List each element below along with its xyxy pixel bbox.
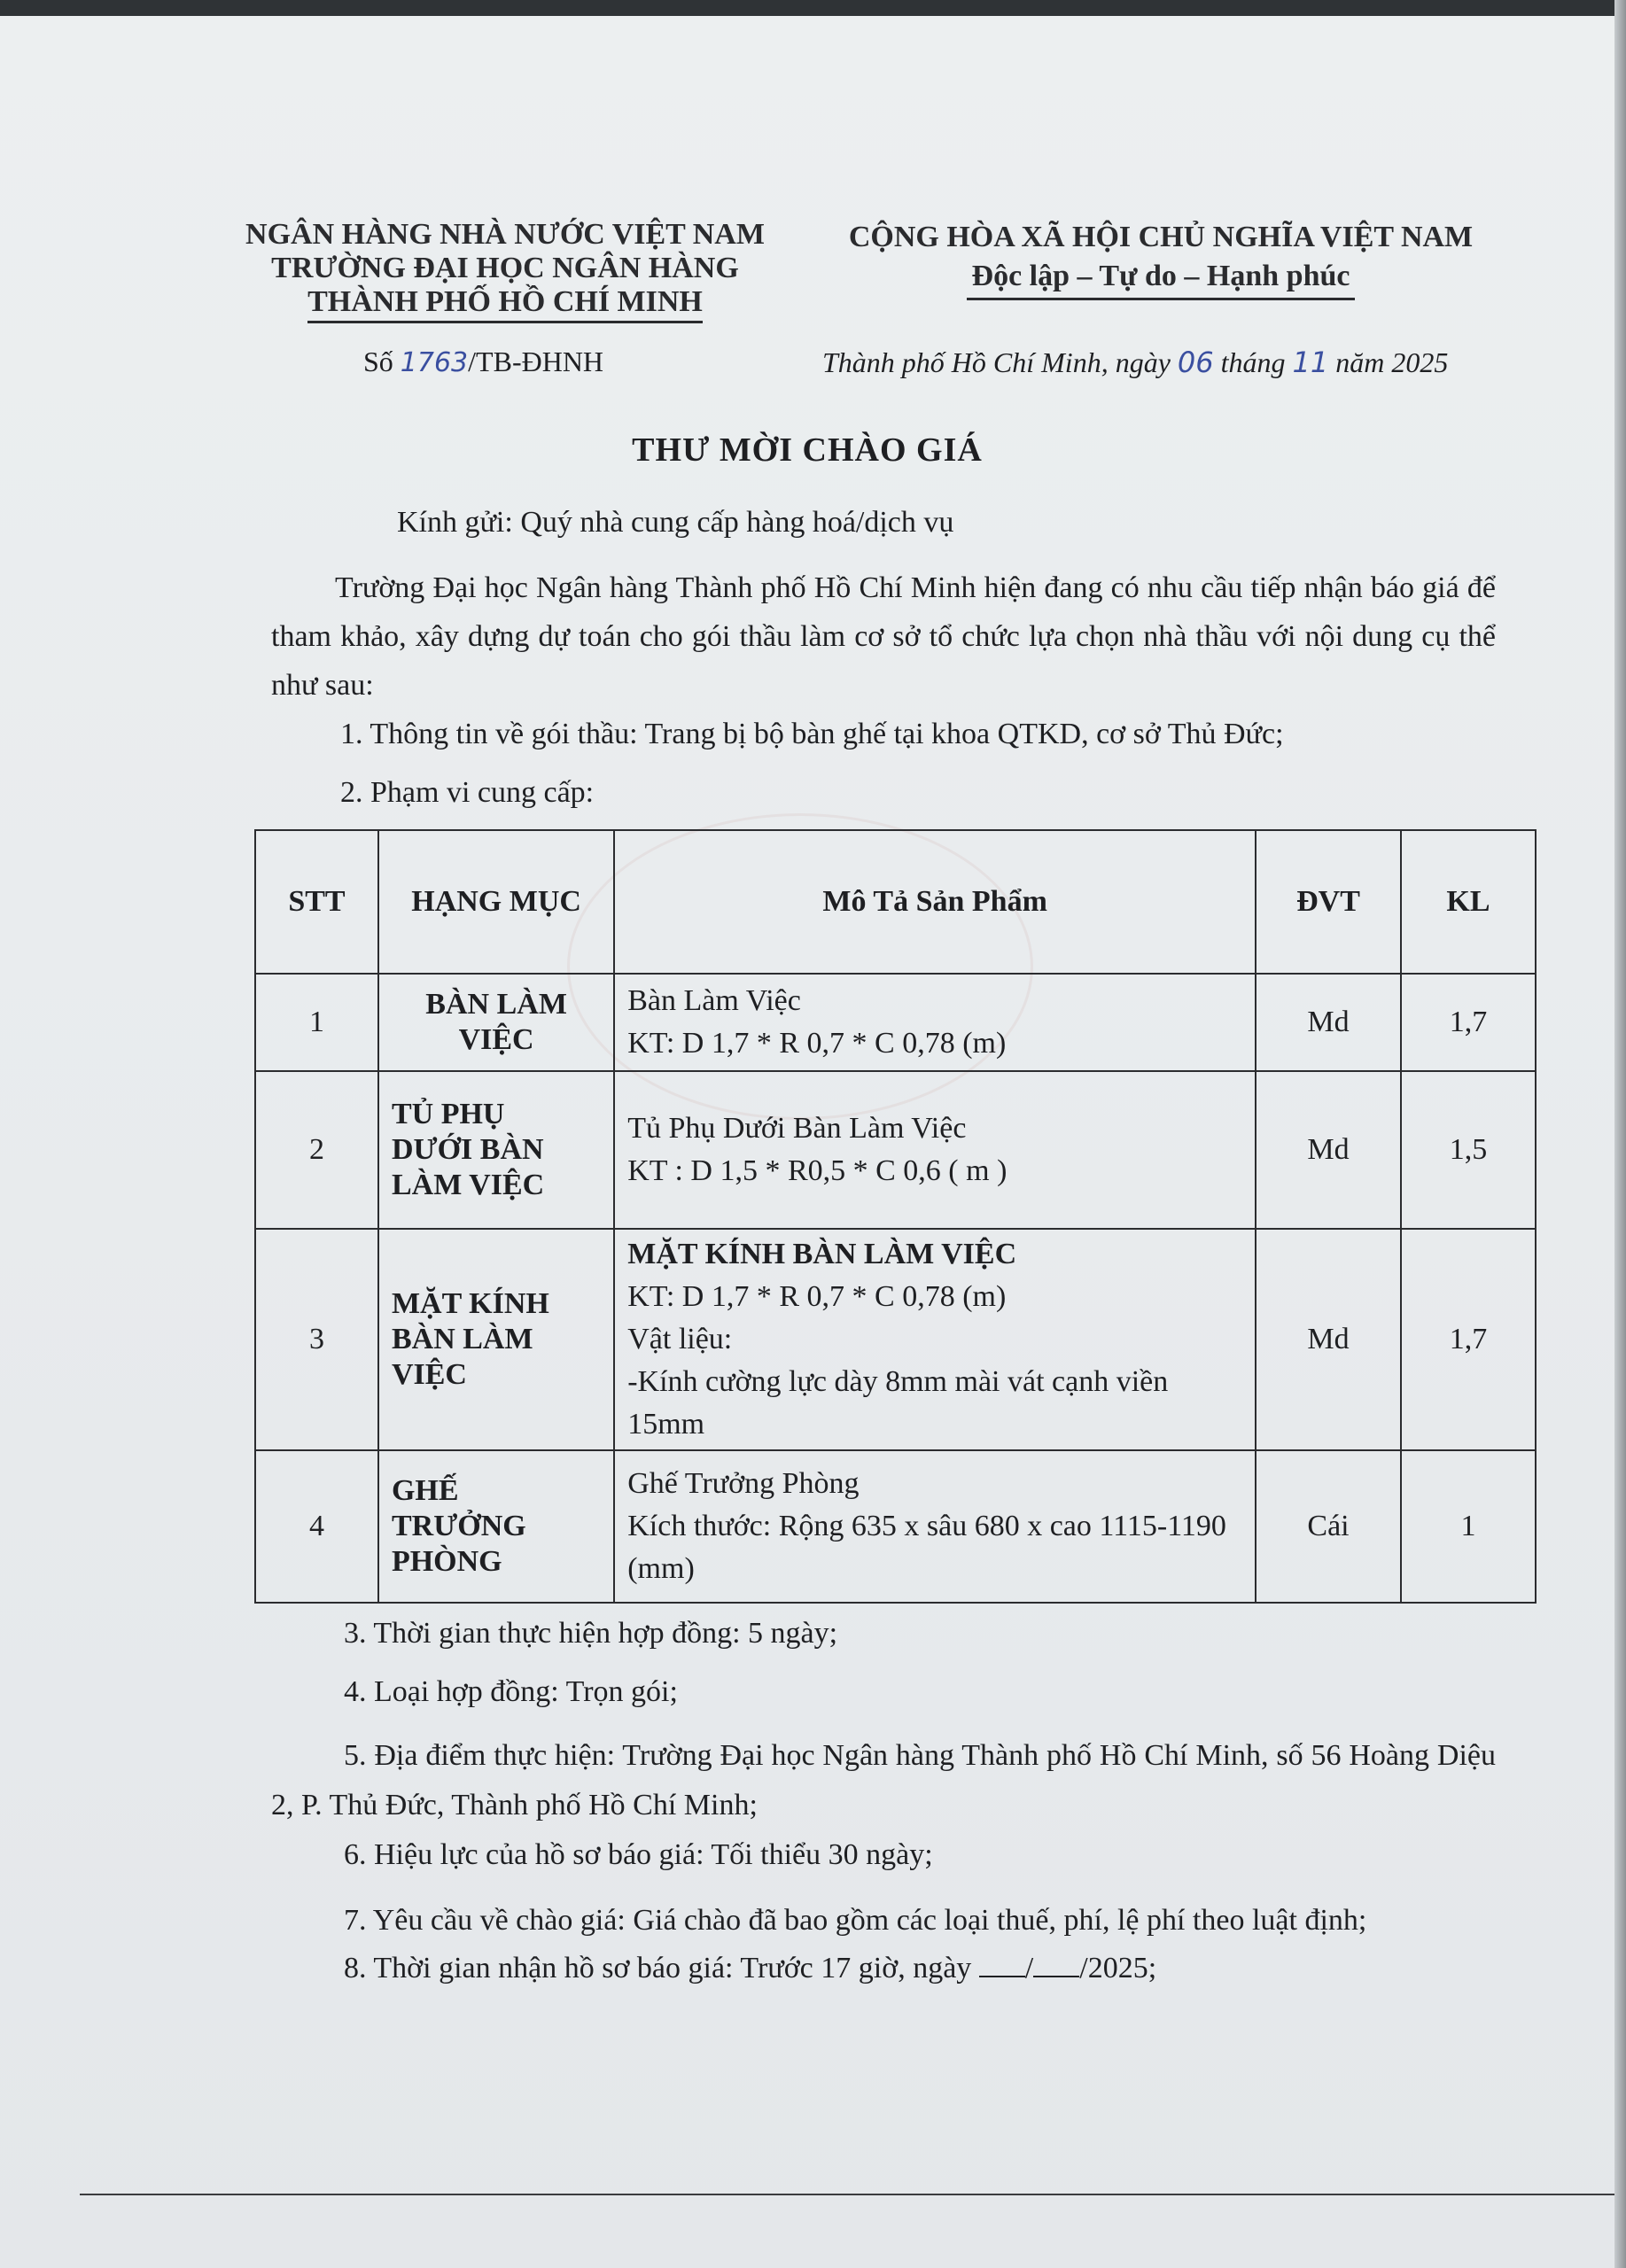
hang-muc-line: BÀN LÀM	[391, 1323, 533, 1355]
hang-muc-line: TỦ PHỤ	[391, 1098, 505, 1130]
doc-number-suffix: /TB-ĐHNH	[468, 346, 604, 377]
recipient-line: Kính gửi: Quý nhà cung cấp hàng hoá/dịch vụ	[397, 506, 954, 539]
mo-ta-line: KT : D 1,5 * R0,5 * C 0,6 ( m )	[627, 1154, 1007, 1187]
hang-muc-line: VIỆC	[458, 1023, 534, 1056]
cell-kl: 1,5	[1401, 1071, 1536, 1229]
mo-ta-line: Vật liệu:	[627, 1323, 733, 1355]
item-5-location: 5. Địa điểm thực hiện: Trường Đại học Ngân hàng Thành phố Hồ Chí Minh, số 56 Hoàng Diệu 2, P. Thủ Đức, Thành phố Hồ Chí Minh;	[271, 1739, 1496, 1821]
cell-hang-muc	[378, 974, 614, 1071]
header-hang-muc: HẠNG MỤC	[378, 830, 614, 974]
cell-kl: 1	[1401, 1450, 1536, 1603]
footer-divider	[80, 2194, 1614, 2195]
header-kl: KL	[1401, 830, 1536, 974]
table-row	[255, 1229, 1536, 1450]
table-header-row	[255, 830, 1536, 974]
deadline-year: /2025;	[1079, 1952, 1157, 1984]
item-8-deadline	[344, 1946, 1156, 1992]
cell-stt: 3	[255, 1229, 378, 1450]
scope-table	[254, 829, 1537, 1604]
mo-ta-line: Bàn Làm Việc	[627, 984, 801, 1017]
cell-hang-muc	[378, 1450, 614, 1603]
table-row	[255, 974, 1536, 1071]
cell-kl: 1,7	[1401, 974, 1536, 1071]
cell-stt: 4	[255, 1450, 378, 1603]
item-7-price-requirement: 7. Yêu cầu về chào giá: Giá chào đã bao gồm các loại thuế, phí, lệ phí theo luật định;	[344, 1904, 1367, 1937]
cell-mo-ta	[614, 1071, 1256, 1229]
hang-muc-line: DƯỚI BÀN	[391, 1133, 544, 1166]
cell-dvt: Cái	[1256, 1450, 1401, 1603]
document-page	[0, 16, 1614, 2268]
mo-ta-line: Ghế Trưởng Phòng	[627, 1467, 860, 1500]
item-4-contract-type: 4. Loại hợp đồng: Trọn gói;	[344, 1675, 678, 1708]
cell-stt: 1	[255, 974, 378, 1071]
header-mo-ta: Mô Tả Sản Phẩm	[614, 830, 1256, 974]
hang-muc-line: MẶT KÍNH	[391, 1287, 549, 1320]
national-title: CỘNG HÒA XÃ HỘI CHỦ NGHĨA VIỆT NAM	[848, 221, 1474, 253]
issuer-header	[204, 218, 806, 323]
deadline-text: 8. Thời gian nhận hồ sơ báo giá: Trước 17 giờ, ngày	[344, 1952, 979, 1984]
header-stt: STT	[255, 830, 378, 974]
issuer-line-3: THÀNH PHỐ HỒ CHÍ MINH	[307, 285, 703, 323]
doc-number-handwritten: 1763	[400, 347, 469, 378]
cell-stt: 2	[255, 1071, 378, 1229]
document-number	[363, 346, 603, 378]
date-part-1: Thành phố Hồ Chí Minh, ngày	[822, 346, 1178, 378]
hang-muc-line: GHẾ	[391, 1474, 459, 1507]
cell-dvt: Md	[1256, 974, 1401, 1071]
hang-muc-line: VIỆC	[391, 1358, 467, 1391]
national-header	[824, 218, 1498, 300]
mo-ta-line: KT: D 1,7 * R 0,7 * C 0,78 (m)	[627, 1280, 1007, 1313]
page-edge-shadow	[1614, 0, 1626, 2268]
cell-dvt: Md	[1256, 1071, 1401, 1229]
cell-mo-ta	[614, 1229, 1256, 1450]
deadline-separator: /	[1024, 1952, 1034, 1984]
national-motto: Độc lập – Tự do – Hạnh phúc	[967, 257, 1356, 300]
date-month: 11	[1292, 346, 1329, 379]
item-2-scope-label: 2. Phạm vi cung cấp:	[340, 776, 595, 809]
document-date	[822, 346, 1448, 379]
hang-muc-line: TRƯỞNG	[391, 1510, 526, 1542]
document-title: THƯ MỜI CHÀO GIÁ	[632, 431, 983, 469]
doc-number-prefix: Số	[363, 346, 401, 377]
date-day: 06	[1177, 346, 1214, 379]
header-dvt: ĐVT	[1256, 830, 1401, 974]
cell-mo-ta	[614, 974, 1256, 1071]
date-part-3: năm 2025	[1328, 346, 1449, 378]
mo-ta-line: Kích thước: Rộng 635 x sâu 680 x cao 1115-1190 (mm)	[627, 1510, 1226, 1585]
date-part-2: tháng	[1213, 346, 1293, 378]
mo-ta-line: -Kính cường lực dày 8mm mài vát cạnh viền 15mm	[627, 1365, 1169, 1441]
cell-hang-muc	[378, 1071, 614, 1229]
blank-month-field	[1033, 1949, 1079, 1977]
intro-paragraph: Trường Đại học Ngân hàng Thành phố Hồ Chí Minh hiện đang có nhu cầu tiếp nhận báo giá để tham khảo, xây dựng dự toán cho gói thầu làm cơ sở tổ chức lựa chọn nhà thầu với nội dung cụ thể như sau:	[271, 571, 1496, 702]
cell-mo-ta	[614, 1450, 1256, 1603]
mo-ta-line: MẶT KÍNH BÀN LÀM VIỆC	[627, 1238, 1017, 1270]
cell-dvt: Md	[1256, 1229, 1401, 1450]
table-row	[255, 1071, 1536, 1229]
item-3-duration: 3. Thời gian thực hiện hợp đồng: 5 ngày;	[344, 1617, 838, 1650]
hang-muc-line: LÀM VIỆC	[391, 1169, 545, 1201]
item-1-package-info: 1. Thông tin về gói thầu: Trang bị bộ bàn ghế tại khoa QTKD, cơ sở Thủ Đức;	[340, 718, 1284, 750]
hang-muc-line: BÀN LÀM	[425, 988, 567, 1021]
item-6-validity: 6. Hiệu lực của hồ sơ báo giá: Tối thiểu 30 ngày;	[344, 1838, 933, 1871]
blank-day-field	[979, 1949, 1025, 1977]
cell-hang-muc	[378, 1229, 614, 1450]
cell-kl: 1,7	[1401, 1229, 1536, 1450]
issuer-line-2: TRƯỜNG ĐẠI HỌC NGÂN HÀNG	[271, 252, 739, 284]
mo-ta-line: Tủ Phụ Dưới Bàn Làm Việc	[627, 1112, 967, 1145]
mo-ta-line: KT: D 1,7 * R 0,7 * C 0,78 (m)	[627, 1027, 1007, 1060]
hang-muc-line: PHÒNG	[391, 1545, 502, 1578]
issuer-line-1: NGÂN HÀNG NHÀ NƯỚC VIỆT NAM	[245, 218, 765, 251]
table-row	[255, 1450, 1536, 1603]
